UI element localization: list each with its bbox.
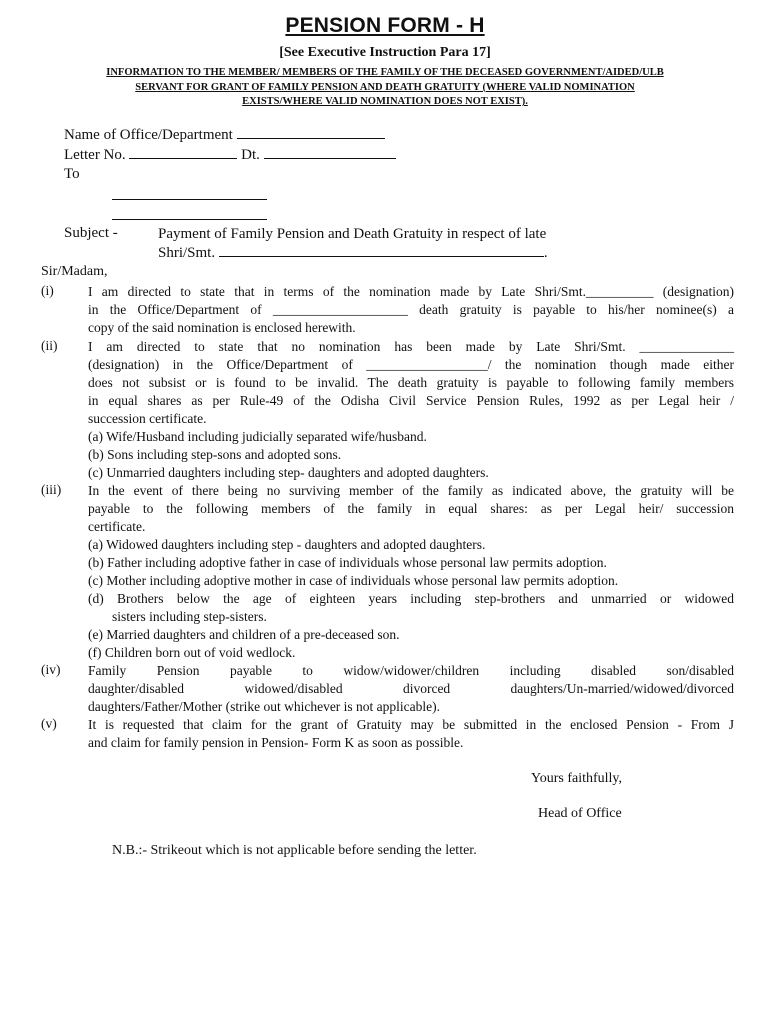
subject-line-2: [158, 244, 548, 263]
list-item: (b) Father including adoptive father in case of individuals whose personal law permits adoption.: [88, 555, 607, 570]
form-subtitle: [See Executive Instruction Para 17]: [279, 45, 491, 60]
paragraph-line: succession certificate.: [88, 411, 207, 426]
paragraph-iii: [88, 482, 734, 536]
form-title: PENSION FORM - H: [285, 14, 485, 37]
paragraph-line: daughter/disabled widowed/disabled divorced daughters/Un-married/widowed/divorced: [88, 681, 734, 696]
addressee-line-2[interactable]: [112, 219, 267, 220]
paragraph-line: does not subsist or is found to be invalid. The death gratuity is payable to following family members: [88, 375, 734, 390]
deceased-name-blank[interactable]: [219, 244, 544, 257]
paragraph-i: [88, 283, 734, 337]
paragraph-number-i: (i): [41, 283, 54, 298]
paragraph-line: Family Pension payable to widow/widower/children including disabled son/disabled: [88, 663, 734, 678]
paragraph-number-iv: (iv): [41, 662, 61, 677]
date-label: Dt.: [241, 147, 260, 163]
salutation: Sir/Madam,: [41, 264, 108, 279]
paragraph-line: (designation) in the Office/Department of __________________/ the nomination though made either: [88, 357, 734, 372]
list-item: (c) Mother including adoptive mother in case of individuals whose personal law permits adoption.: [88, 573, 619, 588]
paragraph-line: certificate.: [88, 519, 146, 534]
paragraph-ii: [88, 338, 734, 428]
paragraph-line: and claim for family pension in Pension- Form K as soon as possible.: [88, 735, 464, 750]
office-department-blank[interactable]: [237, 126, 385, 139]
list-item: (f) Children born out of void wedlock.: [88, 645, 296, 660]
footnote-nb: N.B.:- Strikeout which is not applicable before sending the letter.: [112, 843, 477, 858]
office-department-label: Name of Office/Department: [64, 127, 233, 143]
list-item: (b) Sons including step-sons and adopted sons.: [88, 447, 342, 462]
paragraph-number-v: (v): [41, 716, 57, 731]
letter-number-field: [64, 146, 396, 164]
date-blank[interactable]: [264, 146, 396, 159]
paragraph-line: copy of the said nomination is enclosed herewith.: [88, 320, 356, 335]
list-item: (a) Widowed daughters including step - daughters and adopted daughters.: [88, 537, 486, 552]
paragraph-ii-list: [88, 428, 734, 482]
paragraph-line: It is requested that claim for the grant of Gratuity may be submitted in the enclosed Pension - From J: [88, 717, 734, 732]
paragraph-line: In the event of there being no surviving member of the family as indicated above, the gratuity will be: [88, 483, 734, 498]
letter-number-label: Letter No.: [64, 147, 126, 163]
subject-label: Subject -: [64, 225, 118, 241]
info-line: EXISTS/WHERE VALID NOMINATION DOES NOT EXIST).: [242, 96, 528, 107]
subject-shri-smt-label: Shri/Smt.: [158, 245, 216, 261]
paragraph-number-iii: (iii): [41, 482, 62, 497]
list-item: (a) Wife/Husband including judicially separated wife/husband.: [88, 429, 427, 444]
list-item: (d) Brothers below the age of eighteen years including step-brothers and unmarried or widowed: [88, 591, 734, 606]
subject-period: .: [543, 245, 548, 261]
closing-yours-faithfully: Yours faithfully,: [531, 771, 623, 786]
paragraph-v: [88, 716, 734, 752]
paragraph-line: in the Office/Department of ____________________ death gratuity is payable to his/her nominee(s) a: [88, 302, 734, 317]
list-item: (c) Unmarried daughters including step- daughters and adopted daughters.: [88, 465, 489, 480]
paragraph-iii-list: [88, 536, 734, 662]
list-item-continuation: sisters including step-sisters.: [112, 609, 267, 624]
to-label: To: [64, 166, 80, 182]
info-line: INFORMATION TO THE MEMBER/ MEMBERS OF THE FAMILY OF THE DECEASED GOVERNMENT/AIDED/ULB: [106, 67, 664, 78]
office-department-field: [64, 126, 385, 144]
form-information-heading: [60, 66, 710, 110]
paragraph-line: I am directed to state that no nomination has been made by Late Shri/Smt. ______________: [88, 339, 734, 354]
subject-line-1: Payment of Family Pension and Death Gratuity in respect of late: [158, 226, 547, 242]
paragraph-line: in equal shares as per Rule-49 of the Odisha Civil Service Pension Rules, 1992 as per Legal heir /: [88, 393, 734, 408]
paragraph-line: I am directed to state that in terms of the nomination made by Late Shri/Smt.__________ (designation): [88, 284, 734, 299]
info-line: SERVANT FOR GRANT OF FAMILY PENSION AND DEATH GRATUITY (WHERE VALID NOMINATION: [135, 81, 635, 93]
paragraph-line: daughters/Father/Mother (strike out whichever is not applicable).: [88, 699, 441, 714]
paragraph-iv: [88, 662, 734, 716]
letter-number-blank[interactable]: [129, 146, 237, 159]
list-item: (e) Married daughters and children of a pre-deceased son.: [88, 627, 400, 642]
signatory-head-of-office: Head of Office: [538, 806, 622, 821]
paragraph-line: payable to the following members of the family in equal shares: as per Legal heir/ succession: [88, 501, 734, 516]
paragraph-number-ii: (ii): [41, 338, 58, 353]
addressee-line-1[interactable]: [112, 199, 267, 200]
subject-text: [158, 225, 548, 263]
